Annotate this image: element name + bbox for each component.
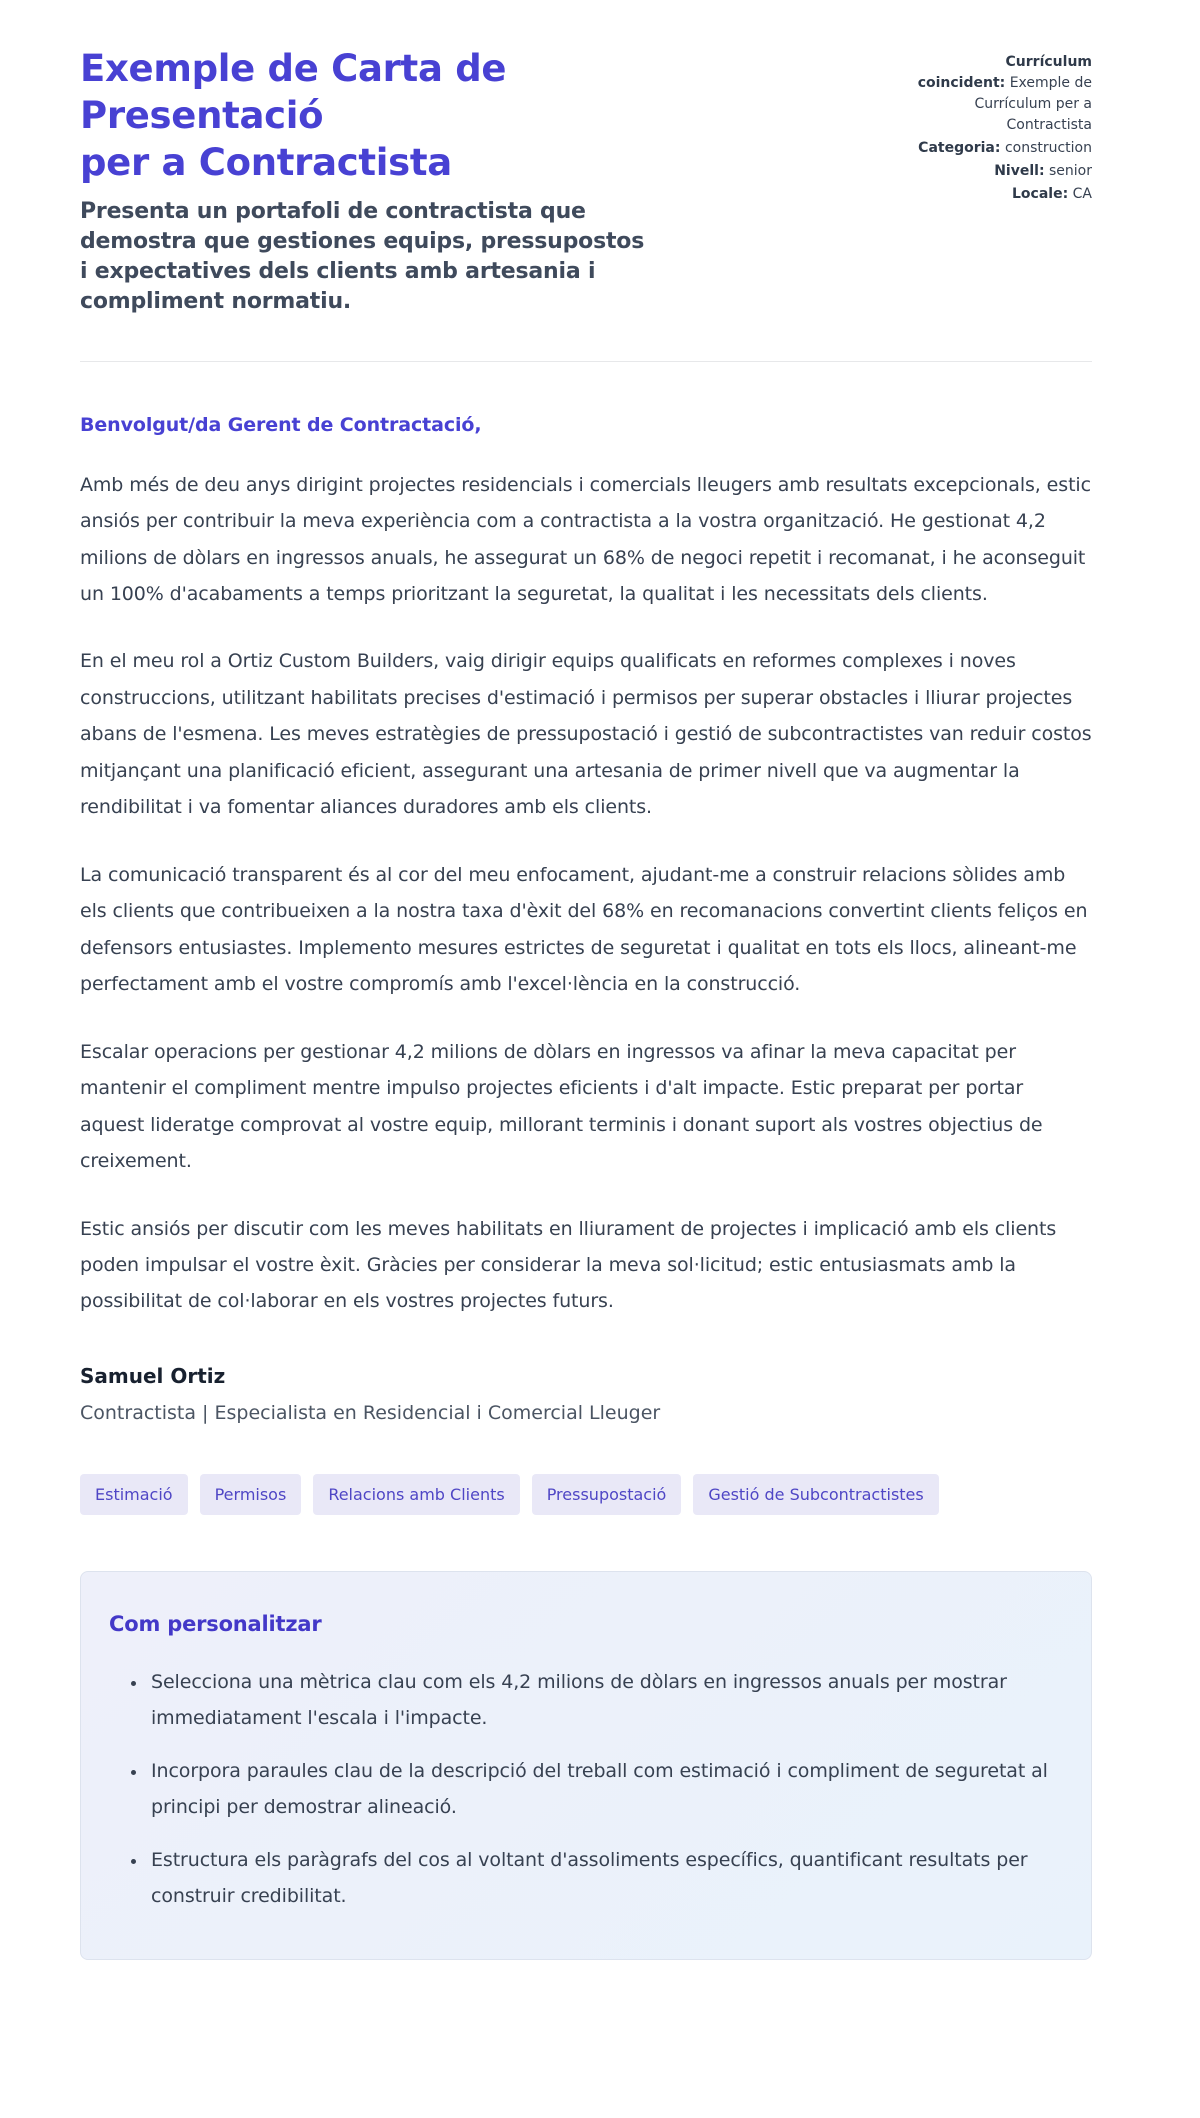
- letter-body: [80, 414, 1092, 1424]
- letter-paragraph: Estic ansiós per discutir com les meves habilitats en lliurament de projectes i implicació amb els clients poden impulsar el vostre èxit. Gràcies per considerar la meva sol·licitud; estic entusiasmats amb la possibilitat de col·laborar en els vostres projectes futurs.: [80, 1217, 1057, 1313]
- meta-resume-label: Currículum coincident:: [917, 54, 1092, 91]
- meta-locale-value: CA: [1068, 186, 1092, 202]
- skill-tag: Permisos: [200, 1474, 302, 1515]
- skill-tag: Gestió de Subcontractistes: [693, 1474, 938, 1515]
- header-title-block: [80, 46, 720, 317]
- meta-locale: [914, 184, 1092, 205]
- page-title: [80, 46, 720, 187]
- header: [80, 46, 1092, 317]
- signature-block: [80, 1364, 1092, 1424]
- letter-greeting: Benvolgut/da Gerent de Contractació,: [80, 413, 482, 436]
- signature-role: Contractista | Especialista en Residencial i Comercial Lleuger: [80, 1401, 661, 1424]
- letter-paragraph: Escalar operacions per gestionar 4,2 milions de dòlars en ingressos va afinar la meva capacitat per mantenir el compliment mentre impulso projectes eficients i d'alt impacte. Estic preparat per portar aquest lideratge comprovat al vostre equip, millorant terminis i donant suport als vostres objectius de creixement.: [80, 1040, 1043, 1173]
- meta-resume: [914, 52, 1092, 136]
- meta-resume-value: Exemple de Currículum per a Contractista: [974, 75, 1092, 133]
- meta-category-label: Categoria:: [918, 140, 1001, 156]
- meta-category-value: construction: [1004, 140, 1092, 156]
- letter-paragraph: La comunicació transparent és al cor del meu enfocament, ajudant-me a construir relacions sòlides amb els clients que contribueixen a la nostra taxa d'èxit del 68% en recomanacions convertint clients feliços en defensors entusiastes. Implemento mesures estrictes de seguretat i qualitat en tots els llocs, alineant-me perfectament amb el vostre compromís amb l'excel·lència en la construcció.: [80, 863, 1088, 996]
- skill-tag: Relacions amb Clients: [313, 1474, 519, 1515]
- meta-locale-label: Locale:: [1012, 186, 1069, 202]
- meta-level: [914, 161, 1092, 182]
- skill-tag: Pressupostació: [532, 1474, 682, 1515]
- signature-name: Samuel Ortiz: [80, 1363, 226, 1388]
- letter-paragraph: En el meu rol a Ortiz Custom Builders, vaig dirigir equips qualificats en reformes complexes i noves construccions, utilitzant habilitats precises d'estimació i permisos per superar obstacles i lliurar projectes abans de l'esmena. Les meves estratègies de pressupostació i gestió de subcontractistes van reduir costos mitjançant una planificació eficient, assegurant una artesania de primer nivell que va augmentar la rendibilitat i va fomentar aliances duradores amb els clients.: [80, 650, 1092, 819]
- letter-paragraph: Amb més de deu anys dirigint projectes residencials i comercials lleugers amb resultats excepcionals, estic ansiós per contribuir la meva experiència com a contractista a la vostra organització. He gestionat 4,2 milions de dòlars en ingressos anuals, he assegurat un 68% de negoci repetit i recomanat, i he aconseguit un 100% d'acabaments a temps prioritzant la seguretat, la qualitat i les necessitats dels clients.: [80, 473, 1091, 605]
- page-title-line1: Exemple de Carta de Presentació: [80, 47, 507, 137]
- page-subtitle: Presenta un portafoli de contractista que demostra que gestiones equips, pressupostos i expectatives dels clients amb artesania i compliment normatiu.: [80, 198, 645, 314]
- meta-category: [914, 138, 1092, 159]
- meta-level-value: senior: [1044, 163, 1092, 179]
- header-meta: [914, 46, 1092, 207]
- tips-list: [109, 1664, 1061, 1915]
- meta-level-label: Nivell:: [994, 163, 1045, 179]
- tip-item: • Selecciona una mètrica clau com els 4,2 milions de dòlars en ingressos anuals per mostrar immediatament l'escala i l'impacte.: [147, 1664, 1061, 1737]
- tip-item: • Incorpora paraules clau de la descripció del treball com estimació i compliment de seguretat al principi per demostrar alineació.: [147, 1753, 1061, 1826]
- tips-title: Com personalitzar: [109, 1611, 322, 1636]
- tip-item: • Estructura els paràgrafs del cos al voltant d'assoliments específics, quantificant resultats per construir credibilitat.: [147, 1842, 1061, 1915]
- skill-tag: Estimació: [80, 1474, 188, 1515]
- tips-card: [80, 1571, 1092, 1960]
- page-title-line2: per a Contractista: [80, 140, 452, 184]
- header-divider: [80, 361, 1092, 362]
- skill-tags-row: [80, 1474, 1092, 1515]
